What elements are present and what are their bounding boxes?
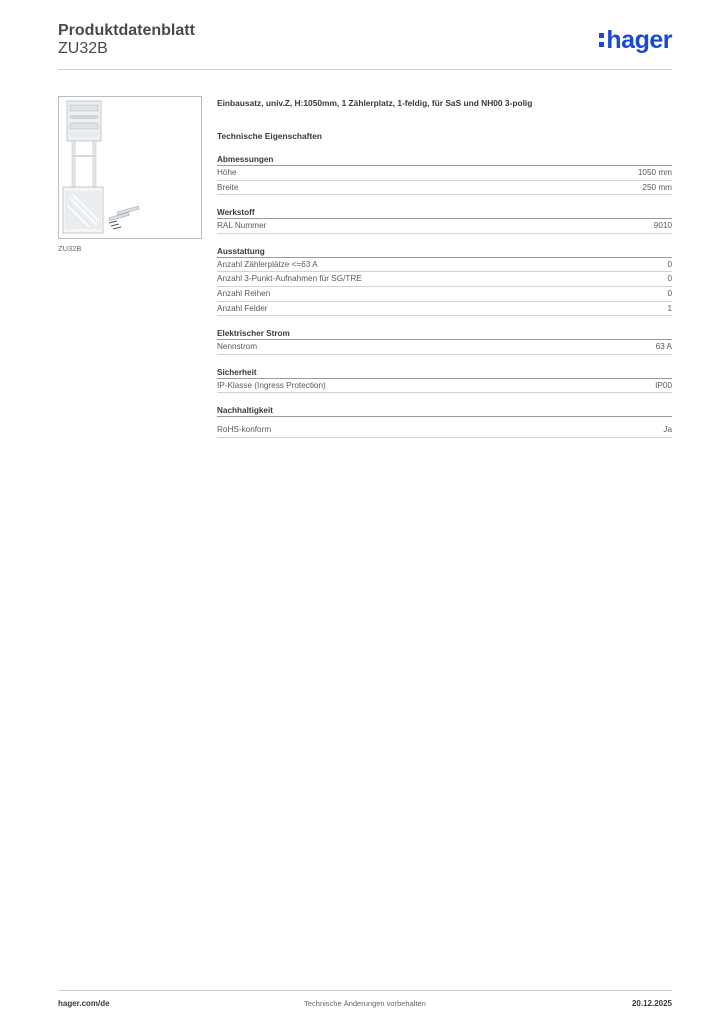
product-details bbox=[217, 96, 672, 438]
section-equipment bbox=[217, 246, 672, 316]
section-electrical bbox=[217, 328, 672, 355]
row-value: 0 bbox=[667, 259, 672, 269]
table-row bbox=[217, 423, 672, 438]
section-material bbox=[217, 207, 672, 234]
logo-text: hager bbox=[606, 25, 672, 54]
page-header bbox=[58, 20, 672, 70]
logo-colon-icon bbox=[599, 33, 604, 47]
section-title: Ausstattung bbox=[217, 246, 672, 258]
row-label: IP-Klasse (Ingress Protection) bbox=[217, 380, 326, 390]
row-label: Anzahl Reihen bbox=[217, 288, 271, 298]
row-label: Anzahl Zählerplätze <=63 A bbox=[217, 259, 318, 269]
table-row bbox=[217, 302, 672, 317]
row-label: Breite bbox=[217, 182, 239, 192]
section-title: Elektrischer Strom bbox=[217, 328, 672, 340]
row-value: 1050 mm bbox=[637, 168, 672, 177]
article-number: ZU32B bbox=[58, 40, 108, 57]
table-row bbox=[217, 287, 672, 302]
table-row bbox=[217, 166, 672, 181]
technical-properties-heading: Technische Eigenschaften bbox=[217, 131, 323, 141]
footer-notice: Technische Änderungen vorbehalten bbox=[304, 999, 426, 1008]
row-value: 9010 bbox=[653, 221, 672, 231]
footer-date: 20.12.2025 bbox=[631, 999, 672, 1008]
image-caption: ZU32B bbox=[58, 244, 82, 253]
website-link[interactable]: hager.com/de bbox=[58, 999, 110, 1008]
row-value: 0 bbox=[667, 274, 672, 284]
product-description: Einbausatz, univ.Z, H:1050mm, 1 Zählerplatz, 1-feldig, für SaS und NH00 3-polig bbox=[217, 98, 533, 108]
page-footer bbox=[58, 990, 672, 1012]
section-sustainability bbox=[217, 405, 672, 438]
hager-logo[interactable] bbox=[599, 26, 672, 54]
section-title: Abmessungen bbox=[217, 154, 672, 166]
section-title: Nachhaltigkeit bbox=[217, 405, 672, 417]
product-illustration bbox=[59, 97, 201, 238]
row-value: IP00 bbox=[655, 380, 672, 390]
section-dimensions bbox=[217, 154, 672, 195]
table-row bbox=[217, 181, 672, 196]
table-row bbox=[217, 219, 672, 234]
row-label: Nennstrom bbox=[217, 342, 258, 352]
row-value: 1 bbox=[667, 303, 672, 313]
section-title: Werkstoff bbox=[217, 207, 672, 219]
table-row bbox=[217, 258, 672, 273]
row-value: 250 mm bbox=[642, 182, 672, 192]
row-label: RoHS-konform bbox=[217, 425, 272, 435]
row-value: Ja bbox=[663, 425, 672, 435]
table-row bbox=[217, 340, 672, 355]
product-image bbox=[58, 96, 202, 239]
row-value: 63 A bbox=[655, 342, 672, 352]
table-row bbox=[217, 379, 672, 394]
document-title: Produktdatenblatt bbox=[58, 22, 195, 39]
row-label: Höhe bbox=[217, 168, 237, 177]
table-row bbox=[217, 272, 672, 287]
section-safety bbox=[217, 367, 672, 394]
row-value: 0 bbox=[667, 288, 672, 298]
row-label: RAL Nummer bbox=[217, 221, 267, 231]
row-label: Anzahl 3-Punkt-Aufnahmen für SG/TRE bbox=[217, 274, 362, 284]
row-label: Anzahl Felder bbox=[217, 303, 268, 313]
section-title: Sicherheit bbox=[217, 367, 672, 379]
